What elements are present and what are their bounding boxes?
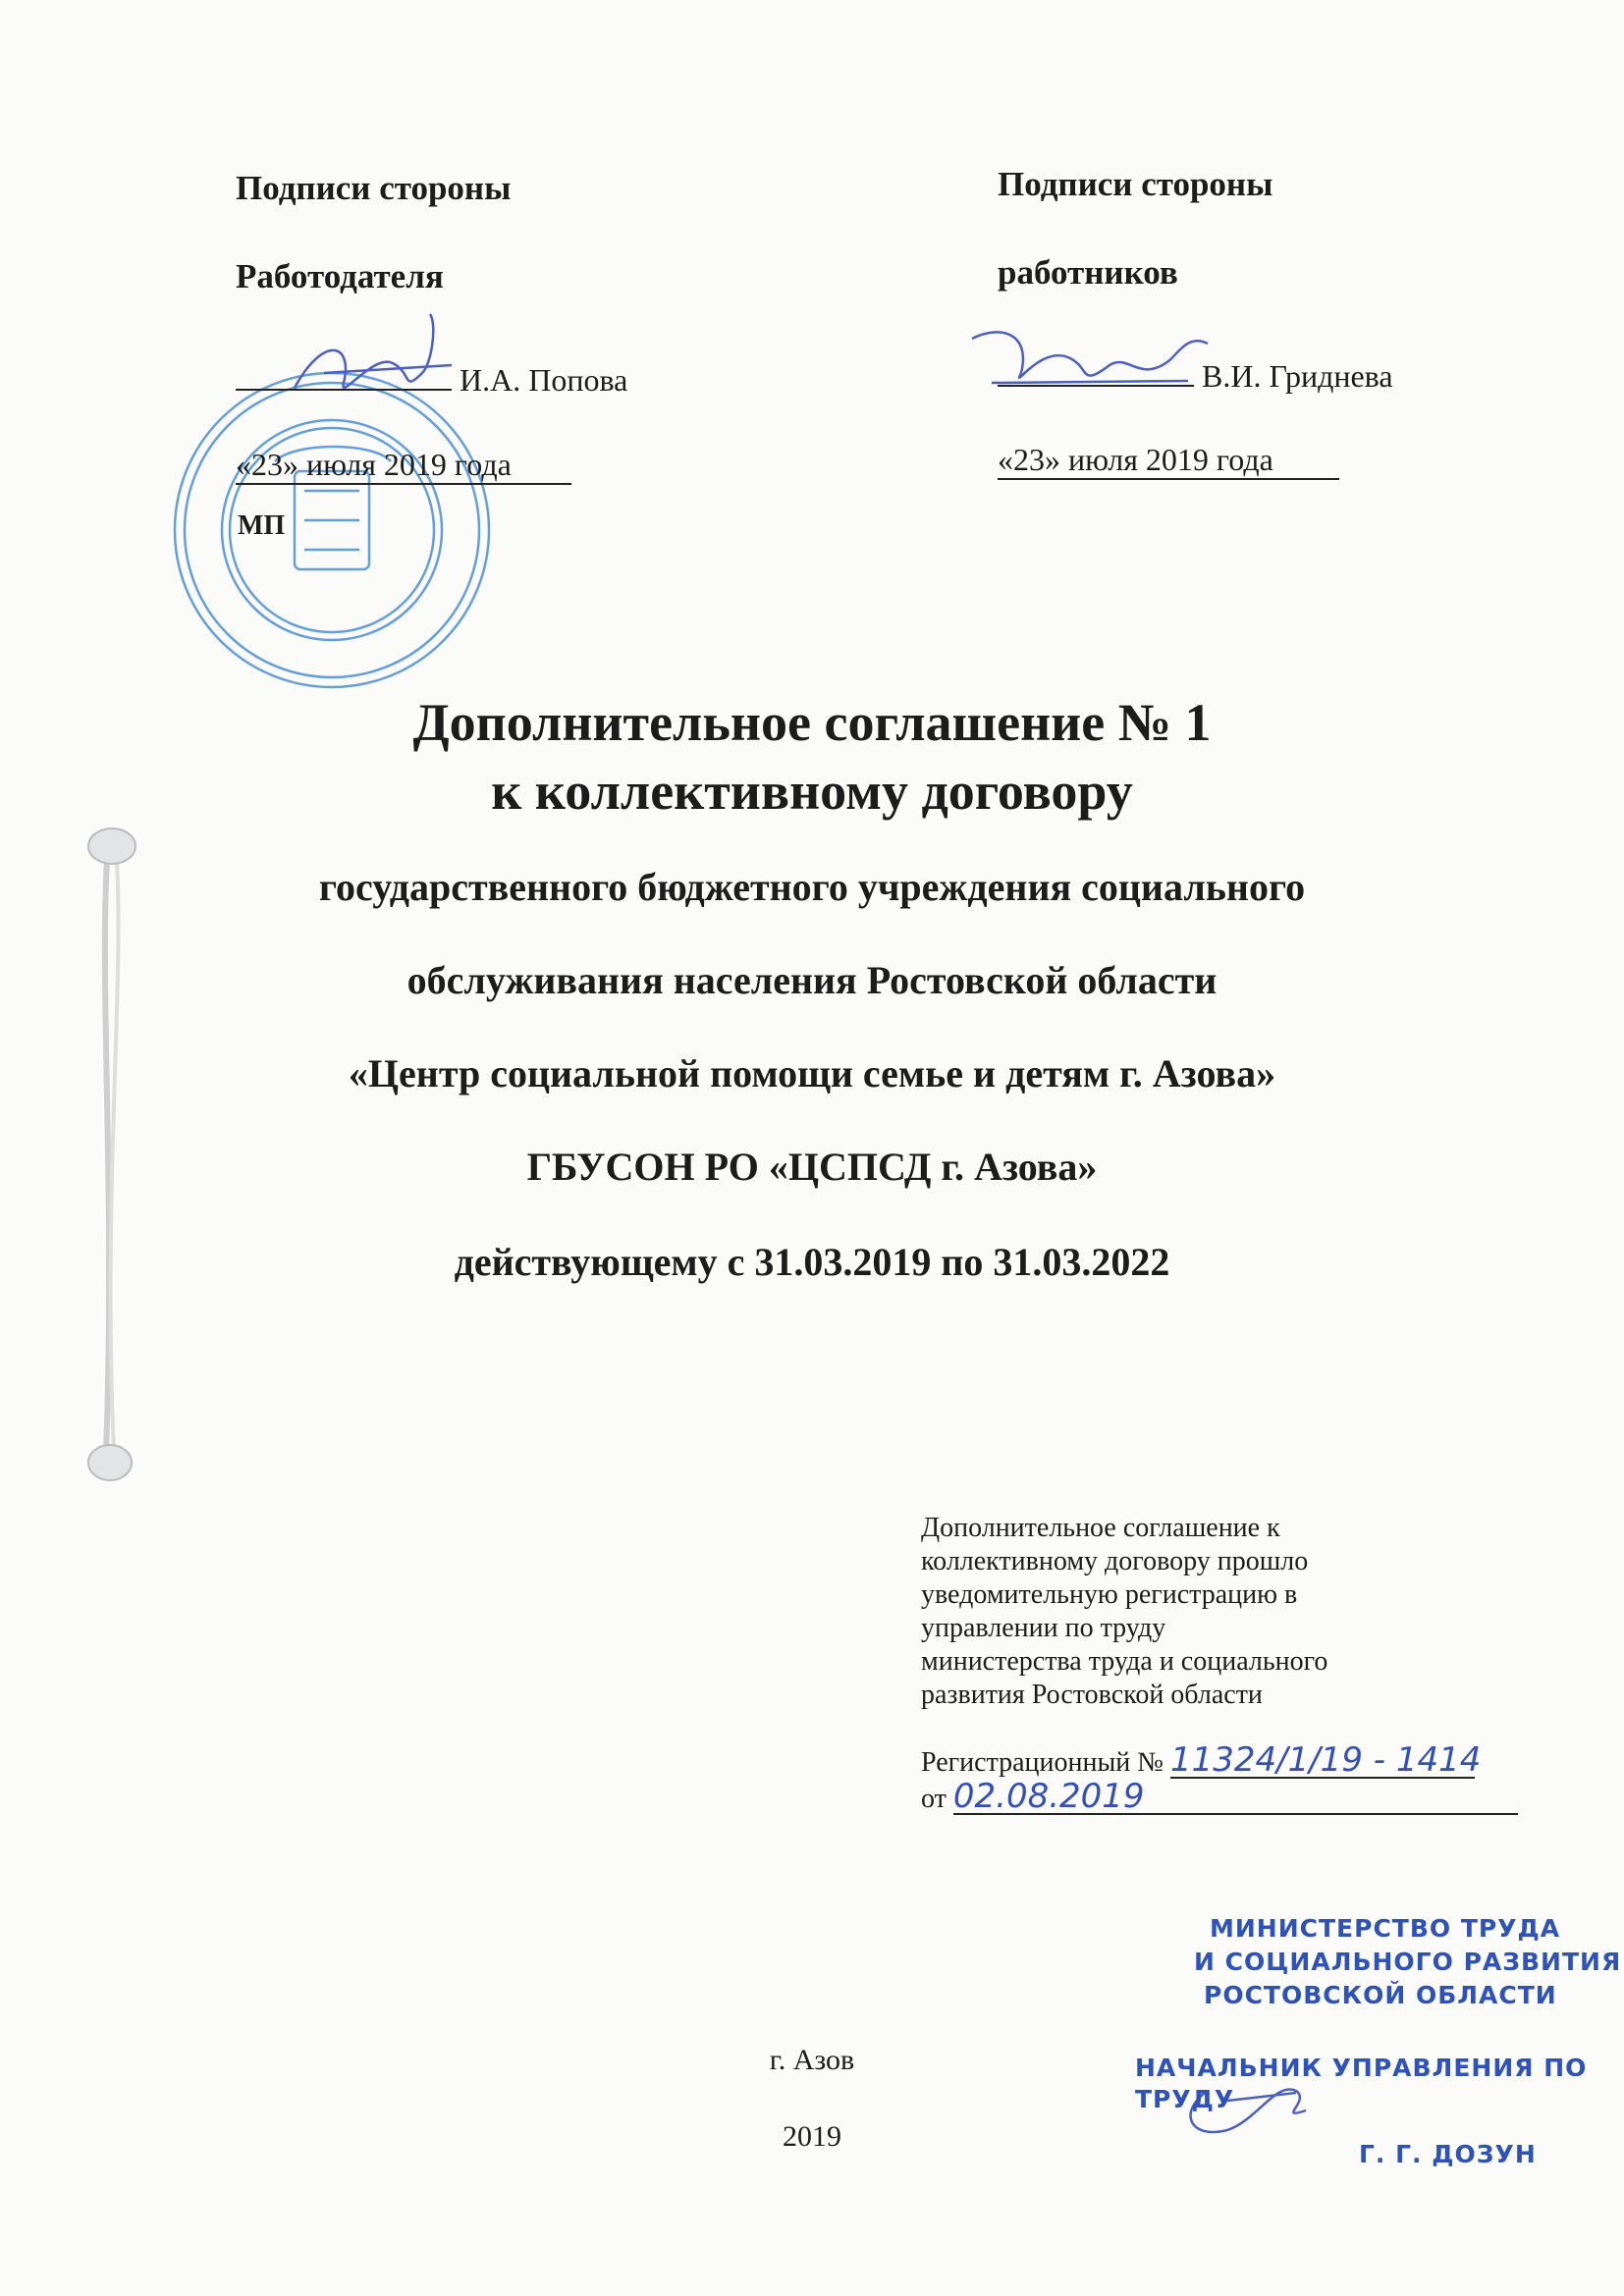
registration-line: уведомительную регистрацию в — [921, 1579, 1298, 1610]
registration-line: Дополнительное соглашение к — [921, 1513, 1280, 1543]
stamp-line-2: И СОЦИАЛЬНОГО РАЗВИТИЯ — [1194, 1948, 1622, 1976]
registration-note — [921, 1512, 1518, 1816]
employees-signature-line — [998, 355, 1393, 395]
document-title: Дополнительное соглашение № 1 — [412, 693, 1212, 752]
employees-heading-2: работников — [998, 253, 1178, 292]
registration-date-value: 02.08.2019 — [953, 1780, 1518, 1815]
footer-city: г. Азов — [769, 2044, 855, 2076]
stamp-signer: Г. Г. ДОЗУН — [1359, 2140, 1537, 2168]
registration-line: министерства труда и социального — [921, 1646, 1328, 1677]
employees-date: «23» июля 2019 года — [998, 442, 1339, 480]
registration-date-row — [921, 1777, 1518, 1816]
registration-line: развития Ростовской области — [921, 1680, 1263, 1710]
document-subtitle: к коллективному договору — [491, 762, 1133, 821]
registration-line: коллективному договору прошло — [921, 1546, 1309, 1576]
employer-date: «23» июля 2019 года — [236, 447, 571, 485]
employer-name: И.А. Попова — [460, 362, 628, 398]
footer-year: 2019 — [783, 2120, 841, 2153]
employer-heading-2: Работодателя — [236, 257, 444, 295]
stamp-line-5: ТРУДУ — [1135, 2085, 1235, 2113]
stamp-line-1: МИНИСТЕРСТВО ТРУДА — [1210, 1914, 1561, 1943]
registration-line: управлении по труду — [921, 1613, 1166, 1643]
seal-mark: МП — [238, 510, 286, 541]
validity-period: действующему с 31.03.2019 по 31.03.2022 — [454, 1240, 1170, 1284]
employees-name: В.И. Гриднева — [1202, 358, 1393, 394]
org-name-line-1: государственного бюджетного учреждения социального — [318, 865, 1306, 909]
employer-signature-underline — [236, 359, 452, 391]
registration-number-row — [921, 1740, 1518, 1780]
employees-signature-underline — [998, 355, 1194, 387]
registration-number-label: Регистрационный № — [921, 1747, 1164, 1778]
employees-heading-1: Подписи стороны — [998, 165, 1273, 203]
registration-number-value: 11324/1/19 - 1414 — [1169, 1740, 1482, 1780]
registration-date-label: от — [921, 1784, 947, 1814]
org-short-name: ГБУСОН РО «ЦСПСД г. Азова» — [526, 1145, 1098, 1189]
employer-signature-line — [236, 359, 627, 399]
employer-heading-1: Подписи стороны — [236, 169, 512, 207]
stamp-line-4: НАЧАЛЬНИК УПРАВЛЕНИЯ ПО — [1135, 2054, 1588, 2082]
org-name-line-2: обслуживания населения Ростовской области — [406, 958, 1218, 1002]
stamp-line-3: РОСТОВСКОЙ ОБЛАСТИ — [1204, 1981, 1557, 2009]
org-name-line-3: «Центр социальной помощи семье и детям г. Азова» — [348, 1051, 1276, 1095]
